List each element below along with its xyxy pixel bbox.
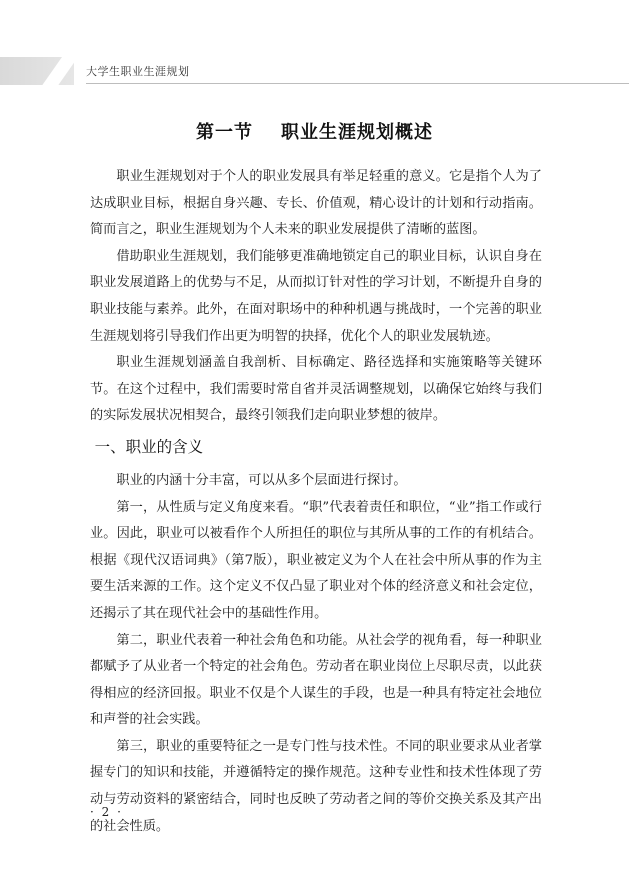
body-paragraph: 第一，从性质与定义角度来看。“职”代表着责任和职位，“业”指工作或行业。因此，职业可以被看作个人所担任的职位与其所从事的工作的有机结合。根据《现代汉语词典》（第7版），职业被定义为个人在社会中所从事的作为主要生活来源的工作。这个定义不仅凸显了职业对个体的经济意义和社会定位，还揭示了其在现代社会中的基础性作用。: [90, 499, 542, 621]
page-number: · 2 ·: [90, 805, 123, 819]
body-paragraph: 第三，职业的重要特征之一是专门性与技术性。不同的职业要求从业者掌握专门的知识和技能，并遵循特定的操作规范。这种专业性和技术性体现了劳动与劳动资料的紧密结合，同时也反映了劳动者之间的等价交换关系及其产出的社会性质。: [90, 738, 542, 834]
section-number: 第一节: [196, 122, 253, 143]
section-heading: [0, 118, 629, 144]
body-paragraph: 职业的内涵十分丰富，可以从多个层面进行探讨。: [116, 472, 407, 488]
running-header-title: 大学生职业生涯规划: [86, 65, 190, 78]
section-title: 职业生涯规划概述: [281, 122, 433, 143]
intro-paragraph: 职业生涯规划涵盖自我剖析、目标确定、路径选择和实施策略等关键环节。在这个过程中，我们需要时常自省并灵活调整规划，以确保它始终与我们的实际发展状况相契合，最终引领我们走向职业梦想的彼岸。: [90, 355, 542, 424]
page-body: [90, 164, 542, 840]
body-paragraph: 第二，职业代表着一种社会角色和功能。从社会学的视角看，每一种职业都赋予了从业者一个特定的社会角色。劳动者在职业岗位上尽职尽责，以此获得相应的经济回报。职业不仅是个人谋生的手段，也是一种具有特定社会地位和声誉的社会实践。: [90, 632, 542, 728]
intro-paragraph: 借助职业生涯规划，我们能够更准确地锁定自己的职业目标，认识自身在职业发展道路上的优势与不足，从而拟订针对性的学习计划，不断提升自身的职业技能与素养。此外，在面对职场中的种种机遇与挑战时，一个完善的职业生涯规划将引导我们作出更为明智的抉择，优化个人的职业发展轨迹。: [90, 248, 542, 344]
subsection-heading: 一、职业的含义: [94, 437, 204, 456]
intro-paragraph: 职业生涯规划对于个人的职业发展具有举足轻重的意义。它是指个人为了达成职业目标，根据自身兴趣、专长、价值观，精心设计的计划和行动指南。简而言之，职业生涯规划为个人未来的职业发展提供了清晰的蓝图。: [90, 169, 542, 238]
header-rule: [86, 83, 629, 84]
